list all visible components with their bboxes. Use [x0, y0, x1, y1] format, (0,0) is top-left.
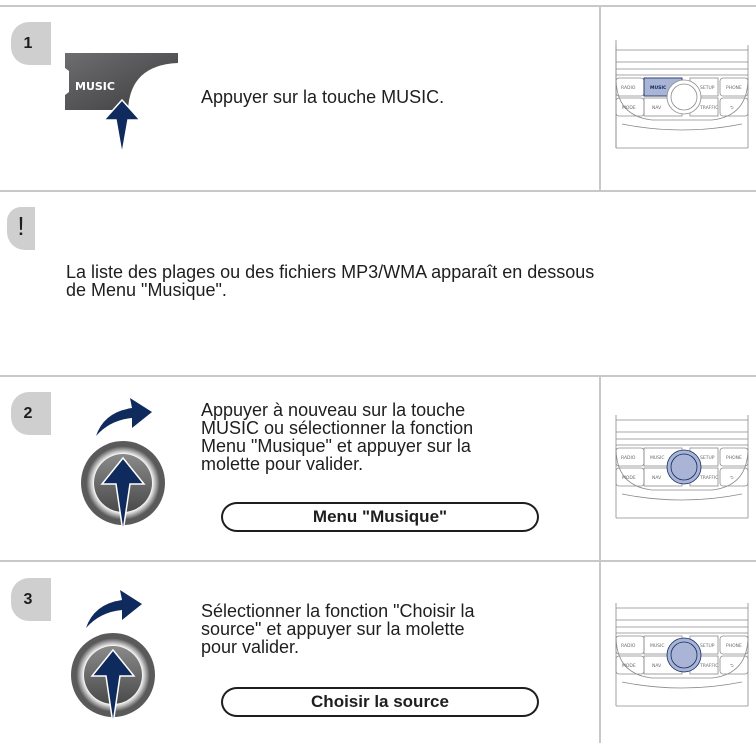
divider-vertical-step1: [599, 5, 601, 191]
svg-text:RADIO: RADIO: [621, 86, 636, 91]
rotate-arrow-icon: [94, 398, 154, 438]
step-2-line-3: Menu "Musique" et appuyer sur la: [201, 436, 471, 456]
note-line-2: de Menu "Musique".: [66, 280, 227, 300]
control-panel-illustration: [612, 598, 756, 710]
step-3-line-1: Sélectionner la fonction "Choisir la: [201, 601, 475, 621]
divider-step2-bottom: [0, 560, 756, 562]
control-panel-illustration: [612, 40, 756, 152]
svg-text:NAV: NAV: [652, 664, 662, 669]
svg-text:PHONE: PHONE: [726, 644, 742, 649]
step-3-line-2: source" et appuyer sur la molette: [201, 619, 465, 639]
step-1-instruction: Appuyer sur la touche MUSIC.: [201, 87, 445, 107]
step-number: 3: [23, 591, 33, 608]
svg-text:MUSIC: MUSIC: [650, 456, 665, 461]
svg-text:SETUP: SETUP: [700, 456, 715, 461]
svg-text:⮌: ⮌: [730, 476, 734, 481]
divider-step1-bottom: [0, 190, 756, 192]
control-panel-illustration: [612, 410, 756, 522]
dial-icon: [80, 440, 166, 532]
divider-note-bottom: [0, 375, 756, 377]
svg-text:RADIO: RADIO: [621, 456, 636, 461]
press-up-arrow-icon: [100, 98, 144, 156]
step-number: 1: [23, 35, 33, 52]
rotate-arrow-icon: [84, 590, 144, 630]
svg-text:MUSIC: MUSIC: [75, 80, 115, 93]
svg-text:MUSIC: MUSIC: [650, 644, 665, 649]
svg-text:TRAFFIC: TRAFFIC: [700, 106, 719, 111]
step-2-line-2: MUSIC ou sélectionner la fonction: [201, 418, 474, 438]
step-3-line-3: pour valider.: [201, 637, 300, 657]
divider-top: [0, 5, 756, 7]
note-line-1: La liste des plages ou des fichiers MP3/WMA apparaît en dessous: [66, 262, 595, 282]
svg-text:⮌: ⮌: [730, 664, 734, 669]
choisir-la-source-label: Choisir la source: [221, 687, 539, 717]
step-number-badge: [11, 22, 51, 65]
step-2-line-4: molette pour valider.: [201, 454, 364, 474]
step-number-badge: [11, 578, 51, 621]
svg-text:MODE: MODE: [622, 106, 636, 111]
step-number: 2: [23, 405, 33, 422]
svg-text:TRAFFIC: TRAFFIC: [700, 664, 719, 669]
svg-text:NAV: NAV: [652, 476, 662, 481]
svg-text:SETUP: SETUP: [700, 86, 715, 91]
divider-vertical-step23: [599, 375, 601, 743]
svg-text:RADIO: RADIO: [621, 644, 636, 649]
svg-text:PHONE: PHONE: [726, 86, 742, 91]
dial-icon: [70, 632, 156, 724]
svg-text:PHONE: PHONE: [726, 456, 742, 461]
step-2-line-1: Appuyer à nouveau sur la touche: [201, 400, 466, 420]
svg-text:⮌: ⮌: [730, 106, 734, 111]
svg-text:MODE: MODE: [622, 664, 636, 669]
svg-text:TRAFFIC: TRAFFIC: [700, 476, 719, 481]
svg-text:MUSIC: MUSIC: [650, 86, 667, 91]
svg-text:MODE: MODE: [622, 476, 636, 481]
svg-text:SETUP: SETUP: [700, 644, 715, 649]
step-number-badge: [11, 392, 51, 435]
warning-icon: !: [17, 211, 25, 241]
svg-text:NAV: NAV: [652, 106, 662, 111]
warning-badge: [7, 207, 35, 250]
menu-musique-label: Menu "Musique": [221, 502, 539, 532]
